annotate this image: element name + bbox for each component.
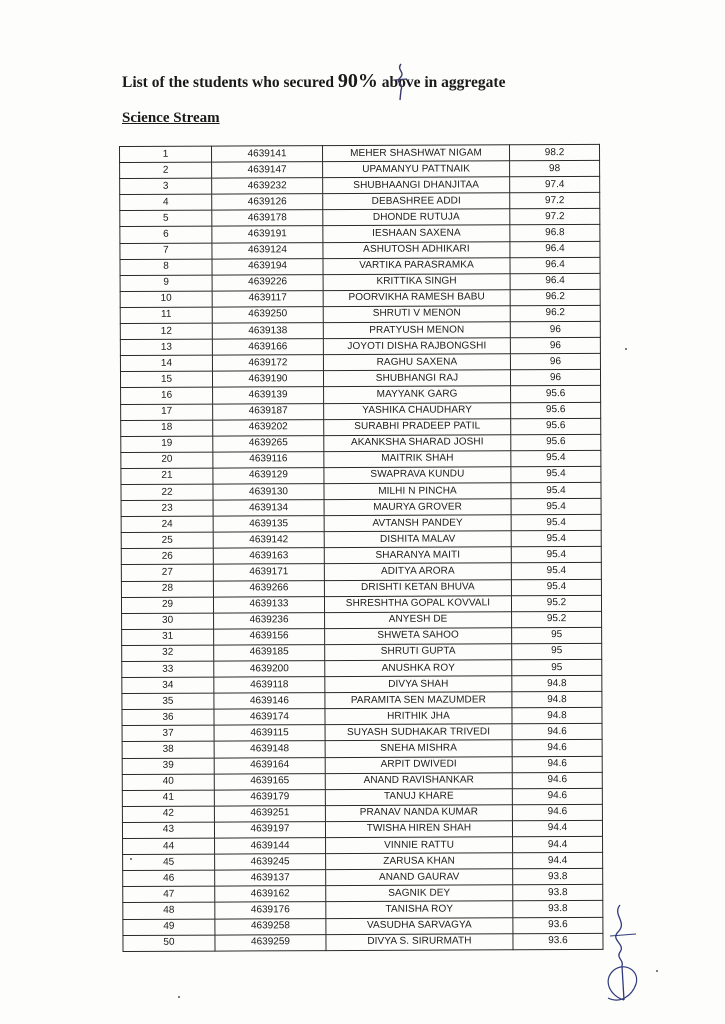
student-name-cell: ANAND RAVISHANKAR xyxy=(325,772,512,789)
serial-number-cell: 10 xyxy=(120,291,212,307)
roll-number-cell: 4639178 xyxy=(212,210,323,227)
serial-number-cell: 31 xyxy=(122,629,214,645)
scan-speck xyxy=(656,970,658,972)
student-name-cell: ANAND GAURAV xyxy=(326,869,513,886)
serial-number-cell: 20 xyxy=(121,452,213,468)
percentage-cell: 95.2 xyxy=(512,611,602,627)
student-name-cell: ANUSHKA ROY xyxy=(325,660,512,677)
roll-number-cell: 4639251 xyxy=(214,805,325,822)
student-name-cell: MAURYA GROVER xyxy=(324,499,511,516)
student-name-cell: SHRUTI GUPTA xyxy=(325,644,512,661)
student-name-cell: DISHITA MALAV xyxy=(324,531,511,548)
roll-number-cell: 4639126 xyxy=(212,194,323,211)
percentage-cell: 95.6 xyxy=(511,386,601,402)
student-name-cell: VARTIKA PARASRAMKA xyxy=(323,257,510,274)
serial-number-cell: 36 xyxy=(122,709,214,725)
percentage-cell: 95.4 xyxy=(511,450,601,466)
percentage-cell: 94.4 xyxy=(512,820,602,836)
roll-number-cell: 4639200 xyxy=(214,661,325,678)
percentage-cell: 94.6 xyxy=(512,756,602,772)
serial-number-cell: 17 xyxy=(121,404,213,420)
student-name-cell: MAITRIK SHAH xyxy=(324,451,511,468)
student-name-cell: JOYOTI DISHA RAJBONGSHI xyxy=(323,338,510,355)
student-name-cell: AVTANSH PANDEY xyxy=(324,515,511,532)
percentage-cell: 95 xyxy=(512,627,602,643)
student-name-cell: MEHER SHASHWAT NIGAM xyxy=(323,145,510,162)
title-text-end: above in aggregate xyxy=(381,74,506,91)
serial-number-cell: 5 xyxy=(120,210,212,226)
handwritten-mark-icon xyxy=(392,62,410,102)
serial-number-cell: 32 xyxy=(122,645,214,661)
student-name-cell: KRITTIKA SINGH xyxy=(323,274,510,291)
percentage-cell: 94.6 xyxy=(512,788,602,804)
percentage-cell: 93.8 xyxy=(513,885,603,901)
roll-number-cell: 4639197 xyxy=(214,822,325,839)
serial-number-cell: 29 xyxy=(121,597,213,613)
roll-number-cell: 4639165 xyxy=(214,773,325,790)
serial-number-cell: 44 xyxy=(123,838,215,854)
percentage-cell: 95.4 xyxy=(511,482,601,498)
percentage-cell: 96 xyxy=(510,370,600,386)
roll-number-cell: 4639156 xyxy=(214,628,325,645)
roll-number-cell: 4639124 xyxy=(212,242,323,259)
roll-number-cell: 4639146 xyxy=(214,693,325,710)
percentage-cell: 95.4 xyxy=(511,466,601,482)
student-name-cell: DHONDE RUTUJA xyxy=(323,209,510,226)
serial-number-cell: 13 xyxy=(120,339,212,355)
roll-number-cell: 4639134 xyxy=(213,500,324,517)
serial-number-cell: 42 xyxy=(122,806,214,822)
percentage-cell: 96.2 xyxy=(510,289,600,305)
scan-speck xyxy=(130,858,132,860)
percentage-cell: 95.2 xyxy=(511,595,601,611)
signature-icon xyxy=(590,900,670,1010)
student-name-cell: HRITHIK JHA xyxy=(325,708,512,725)
percentage-cell: 94.4 xyxy=(513,853,603,869)
percentage-cell: 94.6 xyxy=(512,740,602,756)
roll-number-cell: 4639164 xyxy=(214,757,325,774)
roll-number-cell: 4639171 xyxy=(213,564,324,581)
roll-number-cell: 4639176 xyxy=(215,902,326,919)
serial-number-cell: 47 xyxy=(123,886,215,902)
serial-number-cell: 39 xyxy=(122,758,214,774)
percentage-cell: 95.6 xyxy=(511,418,601,434)
roll-number-cell: 4639162 xyxy=(215,886,326,903)
serial-number-cell: 35 xyxy=(122,693,214,709)
roll-number-cell: 4639138 xyxy=(212,323,323,340)
percentage-cell: 93.8 xyxy=(513,901,603,917)
percentage-cell: 95.4 xyxy=(511,579,601,595)
roll-number-cell: 4639236 xyxy=(214,612,325,629)
roll-number-cell: 4639129 xyxy=(213,467,324,484)
percentage-cell: 94.6 xyxy=(512,772,602,788)
serial-number-cell: 43 xyxy=(122,822,214,838)
serial-number-cell: 23 xyxy=(121,500,213,516)
serial-number-cell: 48 xyxy=(123,902,215,918)
student-name-cell: SHUBHAANGI DHANJITAA xyxy=(323,177,510,194)
student-name-cell: SHWETA SAHOO xyxy=(325,628,512,645)
serial-number-cell: 7 xyxy=(120,243,212,259)
student-name-cell: AKANKSHA SHARAD JOSHI xyxy=(324,434,511,451)
percentage-cell: 96 xyxy=(510,354,600,370)
percentage-cell: 95.4 xyxy=(511,515,601,531)
percentage-cell: 93.6 xyxy=(513,917,603,933)
roll-number-cell: 4639148 xyxy=(214,741,325,758)
percentage-cell: 95.4 xyxy=(511,547,601,563)
students-table-body xyxy=(120,144,604,951)
percentage-cell: 95.6 xyxy=(511,434,601,450)
student-name-cell: PARAMITA SEN MAZUMDER xyxy=(325,692,512,709)
percentage-cell: 96.4 xyxy=(510,257,600,273)
student-name-cell: SHARANYA MAITI xyxy=(324,547,511,564)
students-table xyxy=(119,144,604,952)
scan-speck xyxy=(178,996,180,998)
serial-number-cell: 9 xyxy=(120,275,212,291)
serial-number-cell: 16 xyxy=(121,388,213,404)
serial-number-cell: 12 xyxy=(120,323,212,339)
percentage-cell: 95.4 xyxy=(511,563,601,579)
serial-number-cell: 14 xyxy=(120,355,212,371)
percentage-cell: 98 xyxy=(510,160,600,176)
roll-number-cell: 4639133 xyxy=(213,596,324,613)
roll-number-cell: 4639116 xyxy=(213,451,324,468)
student-name-cell: MAYYANK GARG xyxy=(324,386,511,403)
percentage-cell: 94.8 xyxy=(512,708,602,724)
student-name-cell: SNEHA MISHRA xyxy=(325,740,512,757)
roll-number-cell: 4639166 xyxy=(212,339,323,356)
roll-number-cell: 4639226 xyxy=(212,274,323,291)
roll-number-cell: 4639141 xyxy=(212,146,323,163)
roll-number-cell: 4639187 xyxy=(213,403,324,420)
percentage-cell: 93.6 xyxy=(513,933,603,949)
serial-number-cell: 22 xyxy=(121,484,213,500)
percentage-cell: 94.4 xyxy=(513,836,603,852)
serial-number-cell: 15 xyxy=(120,371,212,387)
serial-number-cell: 4 xyxy=(120,194,212,210)
student-name-cell: ZARUSA KHAN xyxy=(326,853,513,870)
percentage-cell: 97.2 xyxy=(510,209,600,225)
student-name-cell: RAGHU SAXENA xyxy=(323,354,510,371)
percentage-cell: 95.4 xyxy=(511,498,601,514)
percentage-cell: 95.6 xyxy=(511,402,601,418)
percentage-cell: 96.4 xyxy=(510,241,600,257)
percentage-cell: 96 xyxy=(510,338,600,354)
serial-number-cell: 18 xyxy=(121,420,213,436)
roll-number-cell: 4639142 xyxy=(213,532,324,549)
roll-number-cell: 4639265 xyxy=(213,435,324,452)
student-name-cell: SHUBHANGI RAJ xyxy=(323,370,510,387)
student-name-cell: POORVIKHA RAMESH BABU xyxy=(323,290,510,307)
serial-number-cell: 50 xyxy=(123,935,215,951)
roll-number-cell: 4639185 xyxy=(214,645,325,662)
percentage-cell: 93.8 xyxy=(513,869,603,885)
roll-number-cell: 4639245 xyxy=(215,854,326,871)
student-name-cell: SAGNIK DEY xyxy=(326,885,513,902)
percentage-cell: 96.2 xyxy=(510,305,600,321)
student-name-cell: DIVYA SHAH xyxy=(325,676,512,693)
roll-number-cell: 4639266 xyxy=(213,580,324,597)
serial-number-cell: 6 xyxy=(120,227,212,243)
roll-number-cell: 4639250 xyxy=(212,307,323,324)
student-name-cell: YASHIKA CHAUDHARY xyxy=(324,402,511,419)
serial-number-cell: 45 xyxy=(123,854,215,870)
roll-number-cell: 4639137 xyxy=(215,870,326,887)
serial-number-cell: 3 xyxy=(120,178,212,194)
percentage-cell: 94.6 xyxy=(512,724,602,740)
roll-number-cell: 4639258 xyxy=(215,918,326,935)
title-percent: 90% xyxy=(337,70,378,92)
serial-number-cell: 25 xyxy=(121,532,213,548)
serial-number-cell: 26 xyxy=(121,548,213,564)
percentage-cell: 94.6 xyxy=(512,804,602,820)
percentage-cell: 98.2 xyxy=(509,144,599,160)
serial-number-cell: 24 xyxy=(121,516,213,532)
serial-number-cell: 40 xyxy=(122,774,214,790)
serial-number-cell: 28 xyxy=(121,581,213,597)
roll-number-cell: 4639179 xyxy=(214,789,325,806)
serial-number-cell: 33 xyxy=(122,661,214,677)
title-text: List of the students who secured xyxy=(122,74,338,91)
percentage-cell: 97.2 xyxy=(510,193,600,209)
serial-number-cell: 49 xyxy=(123,919,215,935)
percentage-cell: 97.4 xyxy=(510,177,600,193)
roll-number-cell: 4639118 xyxy=(214,677,325,694)
roll-number-cell: 4639172 xyxy=(212,355,323,372)
roll-number-cell: 4639147 xyxy=(212,162,323,179)
student-name-cell: ARPIT DWIVEDI xyxy=(325,756,512,773)
students-table-wrapper xyxy=(119,144,603,952)
serial-number-cell: 37 xyxy=(122,725,214,741)
serial-number-cell: 2 xyxy=(120,162,212,178)
student-name-cell: TANISHA ROY xyxy=(326,901,513,918)
serial-number-cell: 38 xyxy=(122,742,214,758)
percentage-cell: 96 xyxy=(510,321,600,337)
roll-number-cell: 4639259 xyxy=(215,934,326,951)
serial-number-cell: 41 xyxy=(122,790,214,806)
section-heading: Science Stream xyxy=(122,110,220,126)
roll-number-cell: 4639144 xyxy=(215,838,326,855)
student-name-cell: ADITYA ARORA xyxy=(324,563,511,580)
student-name-cell: SHRESHTHA GOPAL KOVVALI xyxy=(324,595,511,612)
serial-number-cell: 11 xyxy=(120,307,212,323)
serial-number-cell: 19 xyxy=(121,436,213,452)
student-name-cell: DRISHTI KETAN BHUVA xyxy=(324,579,511,596)
roll-number-cell: 4639117 xyxy=(212,290,323,307)
student-name-cell: SUYASH SUDHAKAR TRIVEDI xyxy=(325,724,512,741)
serial-number-cell: 46 xyxy=(123,870,215,886)
roll-number-cell: 4639232 xyxy=(212,178,323,195)
roll-number-cell: 4639190 xyxy=(212,371,323,388)
student-name-cell: TWISHA HIREN SHAH xyxy=(325,821,512,838)
roll-number-cell: 4639191 xyxy=(212,226,323,243)
roll-number-cell: 4639202 xyxy=(213,419,324,436)
student-name-cell: VASUDHA SARVAGYA xyxy=(326,917,513,934)
roll-number-cell: 4639130 xyxy=(213,484,324,501)
serial-number-cell: 1 xyxy=(120,146,212,162)
student-name-cell: DEBASHREE ADDI xyxy=(323,193,510,210)
student-name-cell: SWAPRAVA KUNDU xyxy=(324,467,511,484)
percentage-cell: 94.8 xyxy=(512,675,602,691)
roll-number-cell: 4639135 xyxy=(213,516,324,533)
student-name-cell: UPAMANYU PATTNAIK xyxy=(323,161,510,178)
student-name-cell: SURABHI PRADEEP PATIL xyxy=(324,418,511,435)
roll-number-cell: 4639139 xyxy=(213,387,324,404)
student-name-cell: MILHI N PINCHA xyxy=(324,483,511,500)
student-name-cell: ASHUTOSH ADHIKARI xyxy=(323,241,510,258)
percentage-cell: 95 xyxy=(512,659,602,675)
student-name-cell: ANYESH DE xyxy=(325,612,512,629)
serial-number-cell: 30 xyxy=(122,613,214,629)
percentage-cell: 95.4 xyxy=(511,531,601,547)
percentage-cell: 96.4 xyxy=(510,273,600,289)
serial-number-cell: 34 xyxy=(122,677,214,693)
serial-number-cell: 21 xyxy=(121,468,213,484)
percentage-cell: 96.8 xyxy=(510,225,600,241)
scan-speck xyxy=(625,348,627,350)
roll-number-cell: 4639174 xyxy=(214,709,325,726)
page-title xyxy=(122,70,592,93)
student-name-cell: DIVYA S. SIRURMATH xyxy=(326,933,513,950)
percentage-cell: 95 xyxy=(512,643,602,659)
table-row xyxy=(123,933,603,951)
student-name-cell: PRATYUSH MENON xyxy=(323,322,510,339)
serial-number-cell: 27 xyxy=(121,565,213,581)
student-name-cell: TANUJ KHARE xyxy=(325,789,512,806)
student-name-cell: SHRUTI V MENON xyxy=(323,306,510,323)
student-name-cell: IESHAAN SAXENA xyxy=(323,225,510,242)
student-name-cell: VINNIE RATTU xyxy=(326,837,513,854)
student-name-cell: PRANAV NANDA KUMAR xyxy=(325,805,512,822)
serial-number-cell: 8 xyxy=(120,259,212,275)
roll-number-cell: 4639115 xyxy=(214,725,325,742)
roll-number-cell: 4639163 xyxy=(213,548,324,565)
percentage-cell: 94.8 xyxy=(512,692,602,708)
roll-number-cell: 4639194 xyxy=(212,258,323,275)
